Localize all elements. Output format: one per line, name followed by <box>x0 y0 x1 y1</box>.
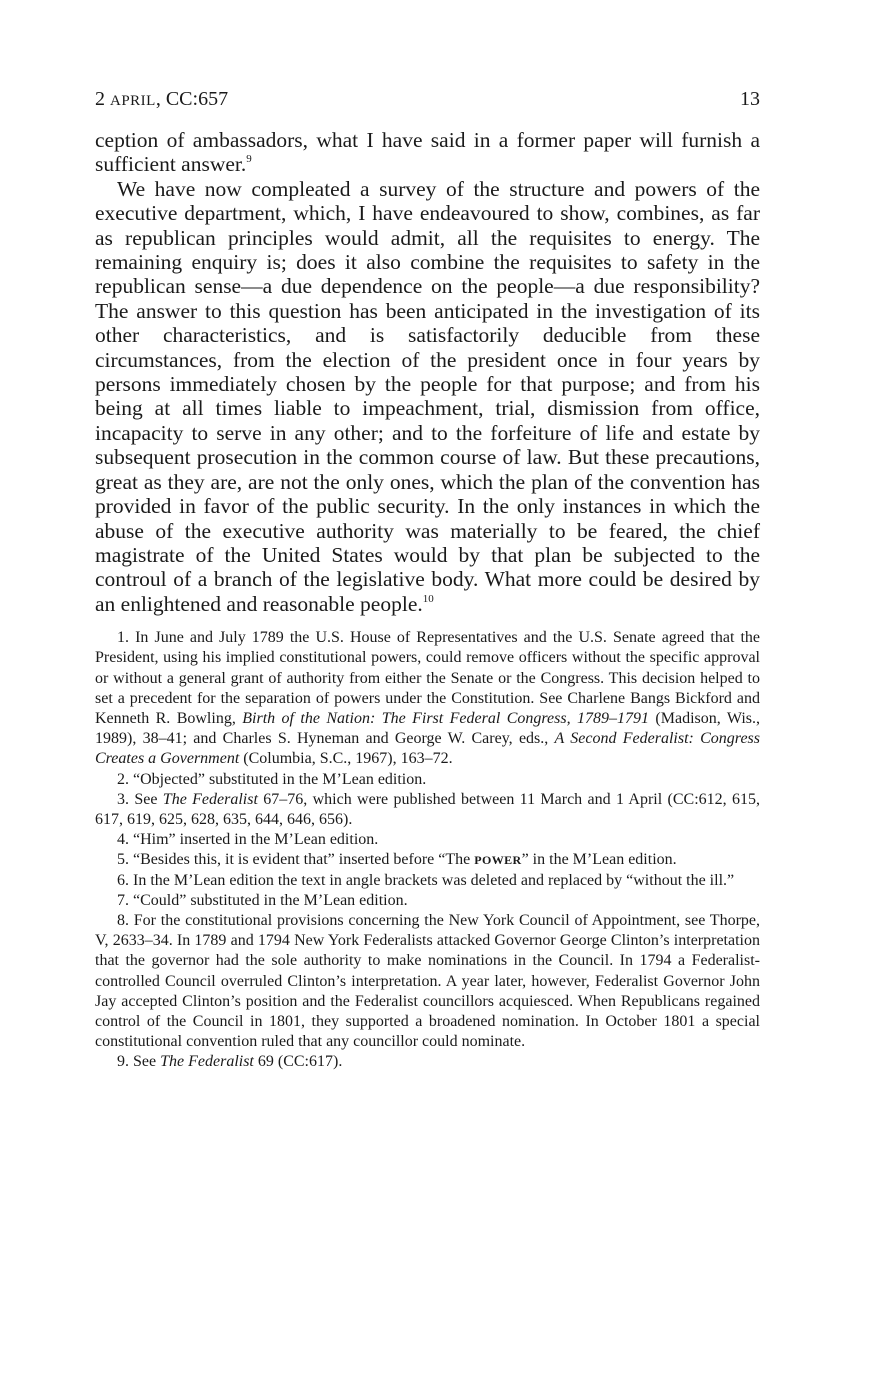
footnote-4: 4. “Him” inserted in the M’Lean edition. <box>117 831 379 849</box>
paragraph-1-text: ception of ambassadors, what I have said in a former paper will furnish a sufficient answer. <box>95 128 760 177</box>
note-ref-10: 10 <box>422 592 434 605</box>
footnote-1 <box>95 628 760 769</box>
footnote-5 <box>95 850 760 870</box>
footnote-3-title: The Federalist <box>162 790 258 808</box>
footnote-9 <box>95 1052 760 1072</box>
footnotes <box>95 628 760 1072</box>
paragraph-1 <box>95 128 760 177</box>
page-number: 13 <box>740 88 760 110</box>
footnote-7: 7. “Could” substituted in the M’Lean edition. <box>117 891 408 909</box>
note-ref-9: 9 <box>246 153 252 166</box>
document-reference: , CC:657 <box>155 88 229 110</box>
footnote-3-text: 3. See <box>117 790 163 808</box>
paragraph-2-text: We have now compleated a survey of the structure and powers of the executive department, which, I have endeavoured to show, combines, as far as republican principles would admit, all the requisites to energy. The remaining enquiry is; does it also combine the requisites to safety in the republican sense—a due dependence on the people—a due responsibility? The answer to this question has been anticipated in the investigation of its other characteristics, and is satisfactorily deducible from these circumstances, from the election of the president once in four years by persons immediately chosen by the people for that purpose; and from his being at all times liable to impeachment, trial, dismission from office, incapacity to serve in any other; and to the forfeiture of life and estate by subsequent prosecution in the common course of law. But these precautions, great as they are, are not the only ones, which the plan of the convention has provided in favor of the public security. In the only instances in which the abuse of the executive authority was materially to be feared, the chief magistrate of the United States would by that plan be subjected to the controul of a branch of the legislative body. What more could be desired by an enlightened and reasonable people. <box>95 176 760 616</box>
footnote-5-smallcaps: POWER <box>474 853 522 868</box>
footnote-3 <box>95 790 760 830</box>
running-header <box>95 88 760 128</box>
footnote-5-text-2: ” in the M’Lean edition. <box>521 851 677 869</box>
footnote-1-text-2: (Madison, Wis., 1989), 38–41; and Charles S. Hyneman and George W. Carey, eds., <box>95 709 761 748</box>
footnote-1-text: 1. In June and July 1789 the U.S. House of Representatives and the U.S. Senate agreed that the President, using his implied constitutional powers, could remove officers without the specific approval or without a general grant of authority from either the Senate or the Congress. This decision helped to set a precedent for the separation of powers under the Constitution. See Charlene Bangs Bickford and Kenneth R. Bowling, <box>95 629 760 727</box>
running-head-date <box>95 88 228 111</box>
date-prefix: 2 <box>95 88 110 110</box>
date-month: APRIL <box>110 93 156 109</box>
footnote-2: 2. “Objected” substituted in the M’Lean edition. <box>117 770 427 788</box>
footnote-1-title-1: Birth of the Nation: The First Federal Congress, 1789–1791 <box>242 709 649 727</box>
paragraph-2 <box>95 177 760 616</box>
main-text <box>95 128 760 616</box>
footnote-6: 6. In the M’Lean edition the text in angle brackets was deleted and replaced by “without the ill.” <box>117 871 735 889</box>
book-page <box>95 88 760 1073</box>
footnote-1-text-3: (Columbia, S.C., 1967), 163–72. <box>239 750 453 768</box>
footnote-1-title-2: A Second Federalist: Congress Creates a Government <box>95 730 760 768</box>
footnote-8: 8. For the constitutional provisions concerning the New York Council of Appointment, see Thorpe, V, 2633–34. In 1789 and 1794 New York Federalists attacked Governor George Clinton’s interpretation that the governor had the sole authority to make nominations in the Council. In 1794 a Federalist-controlled Council overruled Clinton’s interpretation. A year later, however, Federalist Governor John Jay accepted Clinton’s position and the Federalist councillors acquiesced. When Republicans regained control of the Council in 1801, they supported a broadened nomination. In October 1801 a special constitutional convention ruled that any councillor could nominate. <box>95 911 760 1051</box>
footnote-9-text: 9. See <box>117 1053 161 1071</box>
footnote-9-title: The Federalist <box>160 1053 254 1071</box>
footnote-3-text-2: 67–76, which were published between 11 March and 1 April (CC:612, 615, 617, 619, 625, 628, 635, 644, 646, 656). <box>95 790 761 828</box>
footnote-5-text: 5. “Besides this, it is evident that” inserted before “The <box>117 851 475 869</box>
footnote-9-text-2: 69 (CC:617). <box>253 1053 343 1071</box>
